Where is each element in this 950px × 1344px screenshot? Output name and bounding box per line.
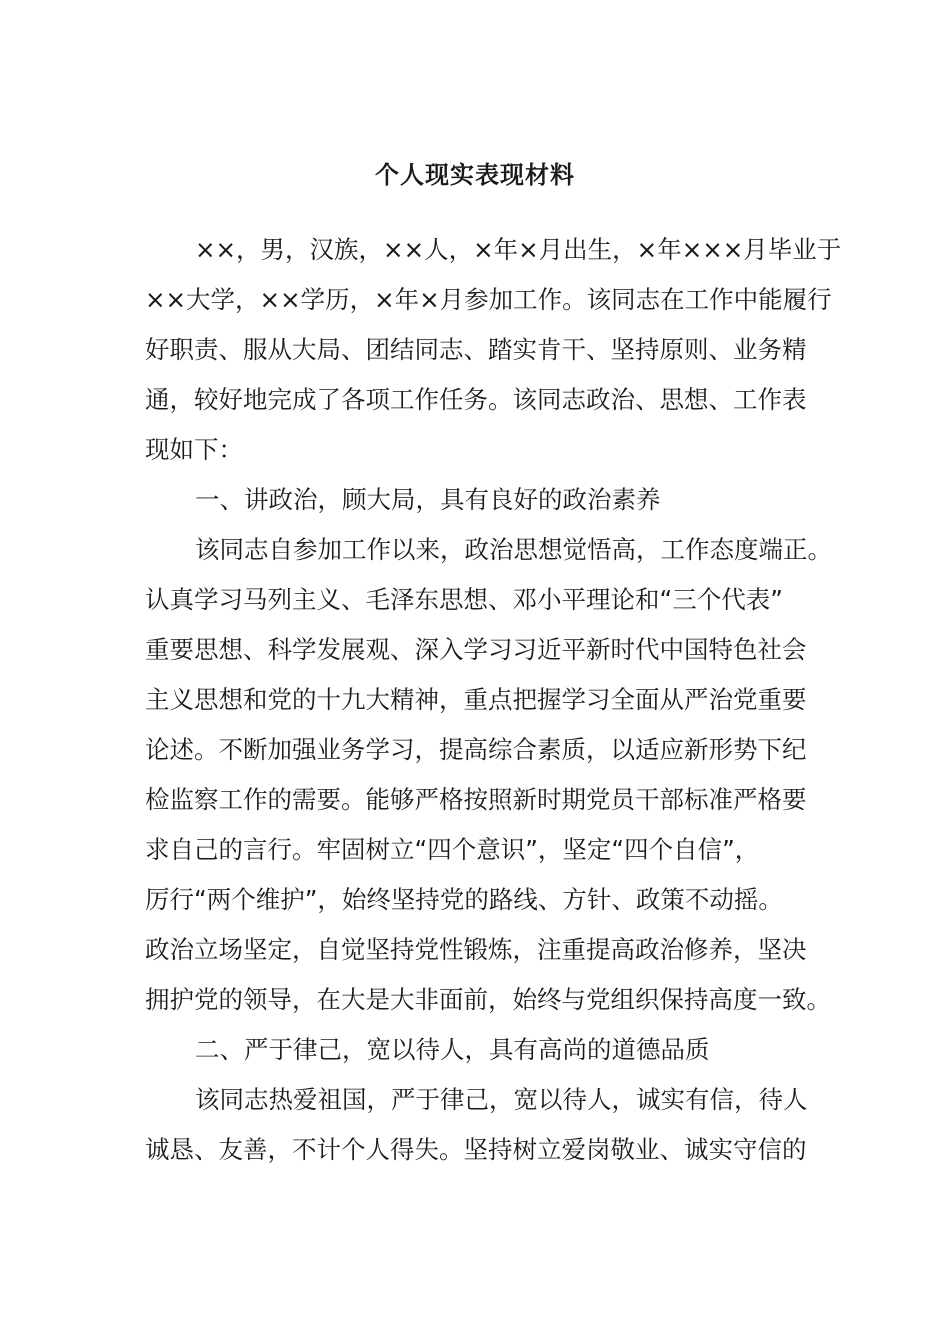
paragraph-line: 重要思想、科学发展观、深入学习习近平新时代中国特色社会 xyxy=(145,635,807,664)
paragraph-line: 论述。不断加强业务学习，提高综合素质，以适应新形势下纪 xyxy=(145,735,807,764)
paragraph-line: 求自己的言行。牢固树立“四个意识”，坚定“四个自信”， xyxy=(145,835,760,864)
paragraph-line: ××，男，汉族，××人，×年×月出生，×年×××月毕业于 xyxy=(195,235,842,264)
paragraph-line: 认真学习马列主义、毛泽东思想、邓小平理论和“三个代表” xyxy=(145,585,783,614)
paragraph-line: 拥护党的领导，在大是大非面前，始终与党组织保持高度一致。 xyxy=(145,985,831,1014)
section-heading: 二、严于律己，宽以待人，具有高尚的道德品质 xyxy=(195,1035,710,1064)
paragraph-line: 主义思想和党的十九大精神，重点把握学习全面从严治党重要 xyxy=(145,685,807,714)
paragraph-line: 该同志自参加工作以来，政治思想觉悟高，工作态度端正。 xyxy=(195,535,832,564)
paragraph-line: 厉行“两个维护”，始终坚持党的路线、方针、政策不动摇。 xyxy=(145,885,783,914)
paragraph-line: 该同志热爱祖国，严于律己，宽以待人，诚实有信，待人 xyxy=(195,1085,808,1114)
paragraph-line: 现如下： xyxy=(145,435,243,464)
paragraph-line: 好职责、服从大局、团结同志、踏实肯干、坚持原则、业务精 xyxy=(145,335,807,364)
paragraph-line: ××大学，××学历，×年×月参加工作。该同志在工作中能履行 xyxy=(145,285,832,314)
section-heading: 一、讲政治，顾大局，具有良好的政治素养 xyxy=(195,485,661,514)
document-title: 个人现实表现材料 xyxy=(375,161,575,189)
paragraph-line: 政治立场坚定，自觉坚持党性锻炼，注重提高政治修养，坚决 xyxy=(145,935,807,964)
paragraph-line: 通，较好地完成了各项工作任务。该同志政治、思想、工作表 xyxy=(145,385,807,414)
paragraph-line: 诚恳、友善，不计个人得失。坚持树立爱岗敬业、诚实守信的 xyxy=(145,1135,807,1164)
paragraph-line: 检监察工作的需要。能够严格按照新时期党员干部标准严格要 xyxy=(145,785,807,814)
